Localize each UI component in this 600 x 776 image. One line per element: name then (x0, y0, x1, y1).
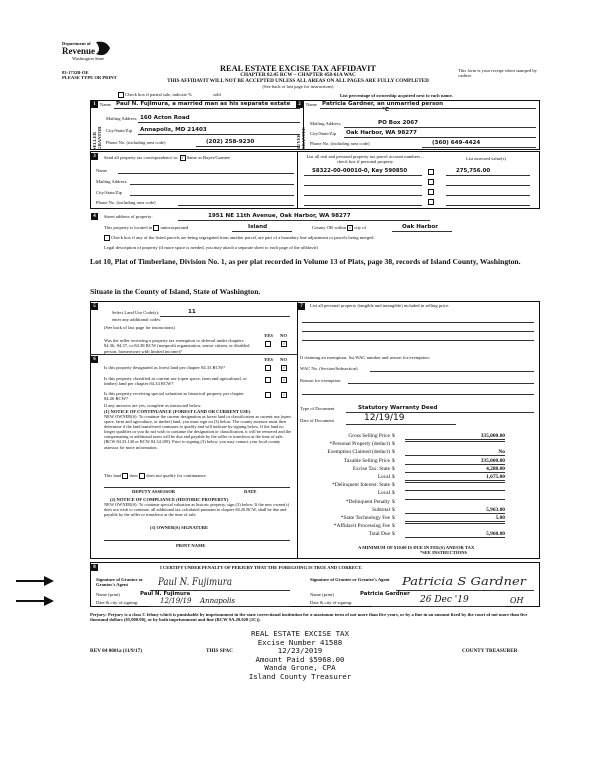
dollar-sign: $ (392, 457, 395, 464)
s5-yes-checkbox[interactable] (265, 341, 271, 347)
amount-label: Local (377, 490, 390, 497)
amount-value[interactable]: 335,000.00 (405, 433, 505, 440)
unincorporated-label: unincorporated (160, 225, 189, 231)
corr-address-label: Mailing Address (96, 179, 127, 184)
historic-yes-checkbox[interactable] (265, 392, 271, 398)
does-label: does (129, 473, 138, 479)
legal-description[interactable]: Lot 10, Plat of Timberlane, Division No. 1, as per plat recorded in Volume 13 of Plats, page 38, records of Island County, Washington. (90, 257, 521, 266)
stamp-line4: Amount Paid $5968.00 (255, 654, 345, 664)
amount-label: *Delinquent Interest: State (332, 482, 390, 489)
amount-label: Total Due (368, 531, 390, 538)
s5-no-checkbox[interactable]: ✓ (282, 341, 286, 346)
grantee-name-label: Name (print) (310, 592, 334, 597)
this-space-label: THIS SPAC (206, 648, 233, 654)
buyer-city-label: City/State/Zip (310, 131, 337, 136)
situate-line: Situate in the County of Island, State of Washington. (90, 287, 261, 296)
dollar-sign: $ (392, 433, 395, 439)
amount-label: Taxable Selling Price (343, 457, 390, 464)
list-pct-note: List percentage of ownership acquired next to each name. (340, 93, 453, 98)
forest-question: Is this property designated as forest land per chapter 84.33 RCW? (104, 365, 226, 370)
land-use-code[interactable]: 11 (188, 309, 196, 315)
located-label: This property is located in (104, 225, 153, 231)
reason-label: Reason for exemption (300, 378, 341, 383)
grantor-signature-label: Signature of Grantor or Grantor's Agent (96, 577, 143, 588)
arrow-icon (16, 594, 56, 608)
section-4-marker: 4 (91, 213, 98, 220)
form-chapter: CHAPTER 82.45 RCW – CHAPTER 458-61A WAC (240, 72, 356, 78)
street-label: Street address of property: (104, 214, 153, 219)
seller-city[interactable]: Annapolis, MD 21403 (140, 127, 207, 133)
county-treasurer-label: COUNTY TREASURER (462, 648, 518, 654)
correspondence-text: Send all property tax correspondence to: (104, 155, 179, 161)
does-not-checkbox[interactable] (139, 473, 145, 479)
assessed-value[interactable]: 275,756.00 (456, 168, 491, 174)
buyer-vertical-label: BUYER GRANTEE (296, 127, 306, 150)
corr-city-label: City/State/Zip (96, 190, 123, 195)
partial-sale (118, 92, 221, 98)
parcel-personal-checkbox-3[interactable] (428, 189, 434, 195)
doc-type[interactable]: Statutory Warranty Deed (358, 405, 438, 411)
dollar-sign: $ (392, 498, 395, 505)
amount-label: *Affidavit Processing Fee (333, 523, 390, 530)
stamp-line6: Island County Treasurer (248, 671, 352, 681)
partial-sale-checkbox[interactable] (118, 92, 124, 98)
amount-value[interactable] (405, 523, 505, 524)
county-or-within (312, 225, 366, 231)
certify-text: I CERTIFY UNDER PENALTY OF PERJURY THAT THE FOREGOING IS TRUE AND CORRECT. (160, 565, 363, 570)
dollar-sign: $ (392, 531, 395, 538)
grantor-signature-text: Paul N. Fujimura (157, 577, 233, 588)
grantee-city[interactable]: OH (510, 596, 524, 605)
amount-label: *State Technology Fee (340, 515, 390, 521)
receipt-note: This form is your receipt when stamped by cashier. (458, 68, 537, 79)
seller-vertical-label: SELLER GRANTOR (92, 126, 102, 150)
buyer-address-label: Mailing Address (310, 121, 341, 126)
section-7-marker: 7 (298, 303, 305, 310)
seller-address[interactable]: 160 Acton Road (140, 115, 190, 121)
historic-no-checkbox[interactable]: ✓ (282, 392, 286, 397)
dollar-sign: $ (392, 449, 395, 456)
same-as-buyer-label: Same as Buyer/Grantee (186, 155, 231, 161)
parcel-personal-checkbox-1[interactable] (428, 169, 434, 175)
doc-date[interactable]: 12/19/19 (364, 413, 405, 423)
exemption-label: If claiming an exemption, list WAC number and reason for exemption: (300, 355, 430, 360)
rev-label: REV 84 0001a (11/9/17) (90, 648, 142, 654)
forest-yes-checkbox[interactable] (265, 365, 271, 371)
partial-sale-label: Check box if partial sale, indicate % (125, 92, 192, 98)
form-see-back: (See back of last page for instructions) (262, 84, 334, 89)
segregation-checkbox[interactable] (104, 235, 110, 241)
see-instructions: *SEE INSTRUCTIONS (420, 550, 468, 555)
legal-label: Legal description of property (if more space is needed, you may attach a separate sheet to each page of the affidavit) (104, 245, 318, 250)
dollar-sign: $ (392, 482, 395, 489)
grantee-signature[interactable] (400, 570, 530, 592)
parcel-personal-checkbox-4[interactable] (428, 199, 434, 205)
form-warning: THIS AFFIDAVIT WILL NOT BE ACCEPTED UNLESS ALL AREAS ON ALL PAGES ARE FULLY COMPLETED (167, 78, 429, 84)
current-use-question: Is this property classified as current use (open space, farm and agricultural, or timber) land per chapter 84.34 RCW? (104, 376, 247, 387)
amount-value[interactable]: 335,000.00 (405, 458, 505, 465)
grantee-date-label: Date & city of signing: (310, 600, 353, 605)
perjury-text: Perjury: Perjury is a class C felony which is punishable by imprisonment in the state correctional institution for a maximum term of not more than five years, or by a fine in an amount fixed by the court of not more than five thousand dollars ($5,000.00), or by both imprisonment and fine (RCW 9A.20.020 (1C)). (90, 612, 528, 623)
grantor-signature[interactable] (156, 571, 236, 591)
grantor-date-label: Date & city of signing: (96, 600, 139, 605)
grantee-name[interactable]: Patricia Gardner (360, 591, 410, 597)
dollar-sign: $ (392, 441, 395, 448)
land-use-label: Select Land Use Code(s): (112, 310, 160, 315)
stamp-line3: 12/23/2019 (277, 646, 323, 656)
additional-codes: enter any additional codes: (112, 317, 162, 322)
buyer-phone[interactable]: (360) 649-4424 (432, 140, 481, 146)
amount-label: Local (377, 474, 390, 480)
parcel-header: List all real and personal property tax parcel account numbers – check box if personal property (306, 154, 424, 165)
s5-no-header: NO (280, 333, 287, 338)
amount-label: Gross Selling Price (348, 433, 390, 439)
amount-label: Subtotal (372, 506, 390, 513)
correspondence-label (104, 155, 230, 161)
amount-value[interactable] (405, 499, 505, 500)
amount-value[interactable]: 1,675.00 (405, 474, 505, 481)
seller-city-label: City/State/Zip (106, 128, 133, 133)
amount-value[interactable] (405, 482, 505, 483)
seller-phone-label: Phone No. (including area code) (106, 140, 166, 145)
city-value[interactable]: Oak Harbor (402, 224, 439, 230)
dollar-sign: $ (392, 515, 395, 521)
amount-value[interactable] (405, 441, 505, 442)
s5-yes-header: YES (264, 333, 273, 338)
buyer-phone-label: Phone No. (including area code) (310, 141, 370, 146)
grantee-signature-text: Patricia S Gardner (400, 575, 527, 588)
does-not-label: does not qualify for continuance. (146, 473, 207, 479)
agency-line1: Department of (62, 41, 91, 46)
section-6-marker: 6 (91, 356, 98, 363)
section-3-marker: 3 (91, 153, 98, 160)
corr-phone-label: Phone No. (including area code) (96, 200, 156, 205)
segregation-row (104, 235, 375, 241)
buyer-city[interactable]: Oak Harbor, WA 98277 (346, 130, 417, 136)
s6-yes-header: YES (264, 357, 273, 362)
amount-label: Excise Tax: State (352, 465, 390, 472)
corr-name-label: Name (96, 168, 107, 173)
buyer-name[interactable]: Patricia Gardner, an unmarried person (322, 101, 444, 107)
qualify-row (104, 473, 207, 479)
historic-question: Is this property receiving special valuation as historical property per chapter 84.26 RCW? (104, 391, 244, 402)
dollar-sign: $ (392, 465, 395, 472)
partial-sold-label: sold (213, 92, 221, 98)
grantor-name-label: Name (print) (96, 592, 120, 597)
seller-name-label: Name (100, 102, 111, 107)
grantee-date[interactable]: 26 Dec '19 (420, 595, 469, 605)
section-1-marker: 1 (91, 101, 98, 108)
segregation-label: Check box if any of the listed parcels are being segregated from another parcel, are part of a boundary line adjustment or parcels being merged. (111, 235, 375, 241)
amount-value[interactable]: No (405, 449, 505, 456)
qualify-label: This land (104, 473, 122, 479)
print-note: PLEASE TYPE OR PRINT (62, 75, 117, 80)
minimum-note: A MINIMUM OF $10.00 IS DUE IN FEE(S) AND/OR TAX (358, 545, 475, 550)
section-8-marker: 8 (91, 564, 98, 571)
does-checkbox[interactable] (122, 473, 128, 479)
deputy-date-label: DATE (244, 489, 257, 494)
agency-state: Washington State (72, 56, 105, 61)
street-address[interactable]: 1951 NE 11th Avenue, Oak Harbor, WA 98277 (208, 213, 351, 219)
exemption-question: Was the seller receiving a property tax exemption or deferral under chapters 84.36, 84.37, or 84.38 RCW (nonprofit organization, senior citizen, or disabled person, homeowner with limited income)? (104, 338, 250, 354)
dollar-sign: $ (392, 523, 395, 530)
land-use-see-back: (See back of last page for instructions) (104, 325, 175, 330)
buyer-address[interactable]: PO Box 2067 (378, 120, 419, 126)
continuance-title: (1) NOTICE OF CONTINUANCE (FOREST LAND OR CURRENT USE) (104, 409, 251, 414)
grantor-name[interactable]: Paul N. Fujimura (140, 591, 191, 597)
amount-value[interactable] (405, 490, 505, 491)
form-code: 83-1752B-OE (62, 70, 89, 75)
seller-address-label: Mailing Address (106, 116, 137, 121)
continuance-text: NEW OWNER(S): To continue the current designation as forest land or classification as current use (open space, farm and agriculture, or timber) land, you must sign on (3) below. The county assessor must then determine if the land transferred continues to qualify and will indicate by signing below. If the land no longer qualifies or you do not wish to continue the designation or classification, it will be removed and the compensating or additional taxes will be due and payable by the seller or transferor at the time of sale. (RCW 84.33.140 or RCW 84.34.108). Prior to signing (3) below, you may contact your local county assessor for more information. (104, 414, 292, 450)
dollar-sign: $ (392, 474, 395, 480)
grantee-signature-label: Signature of Grantee or Grantee's Agent (310, 577, 390, 582)
grantor-date[interactable]: 12/19/19 (160, 597, 192, 605)
section-2-marker: 2 (296, 101, 303, 108)
same-as-buyer-checkbox[interactable]: ✓ (180, 155, 185, 160)
dollar-sign: $ (392, 490, 395, 497)
grantor-city[interactable]: Annapolis (200, 597, 236, 605)
personal-property-label: List all personal property (tangible and intangible) included in selling price. (310, 303, 450, 308)
current-use-yes-checkbox[interactable] (265, 377, 271, 383)
wac-label: WAC No. (Section/Subsection) (300, 366, 358, 371)
located-row (104, 225, 188, 231)
arrow-icon (16, 574, 56, 588)
section-5-marker: 5 (91, 303, 98, 310)
amount-label: *Delinquent Penalty (345, 498, 390, 505)
forest-no-checkbox[interactable]: ✓ (282, 365, 286, 370)
amount-value[interactable]: 5,963.00 (405, 507, 505, 514)
treasurer-stamp (220, 630, 380, 682)
historic-text: NEW OWNER(S): To continue special valuation as historic property, sign (3) below. If the new owner(s) does not wish to continue, all additional tax calculated pursuant to chapter 84.26 RCW, shall be due and payable by the seller or transferor at the time of sale. (104, 502, 289, 518)
deputy-assessor-label: DEPUTY ASSESSOR (132, 489, 176, 494)
county-value[interactable]: Island (248, 224, 268, 230)
amount-value[interactable]: 4,288.00 (405, 466, 505, 473)
current-use-no-checkbox[interactable]: ✓ (282, 377, 286, 382)
unincorporated-checkbox[interactable] (153, 225, 159, 231)
historic-title: (2) NOTICE OF COMPLIANCE (HISTORIC PROPERTY) (110, 497, 229, 502)
city-of-checkbox[interactable]: ✓ (348, 225, 352, 230)
seller-name[interactable]: Paul N. Fujimura, a married man as his separate estate (116, 101, 291, 107)
stamp-line5: Wanda Grone, CPA (264, 663, 336, 673)
dollar-sign: $ (392, 506, 395, 513)
stamp-line1: REAL ESTATE EXCISE TAX (251, 629, 349, 638)
form-title: REAL ESTATE EXCISE TAX AFFIDAVIT (219, 64, 377, 73)
print-name-label: PRINT NAME (176, 543, 206, 548)
buyer-name-extra: *C (382, 107, 390, 113)
county-label: County OR within (312, 225, 346, 231)
parcel-personal-checkbox-2[interactable] (428, 179, 434, 185)
assessed-header: List assessed value(s) (466, 156, 506, 161)
city-of-label: city of (354, 225, 367, 231)
stamp-line2: Excise Number 41588 (257, 637, 343, 647)
s6-no-header: NO (280, 357, 287, 362)
owner-signature-label: (3) OWNER(S) SIGNATURE (150, 525, 209, 530)
doc-date-label: Date of Document (300, 418, 334, 423)
amount-value[interactable]: 5,968.00 (405, 531, 505, 538)
buyer-name-label: Name (306, 102, 317, 107)
amount-label: Exemption Claimed (deduct) (327, 449, 390, 456)
amount-value[interactable]: 5.00 (405, 515, 505, 522)
agency-name: Revenue (62, 46, 95, 56)
parcel-number[interactable]: S8322-00-00010-0, Key 590850 (312, 168, 408, 174)
if-yes-note: If any answers are yes, complete as instructed below. (104, 403, 202, 408)
seller-phone[interactable]: (202) 258-9230 (206, 139, 255, 145)
amount-label: *Personal Property (deduct) (329, 441, 390, 448)
doc-type-label: Type of Document (300, 406, 335, 411)
